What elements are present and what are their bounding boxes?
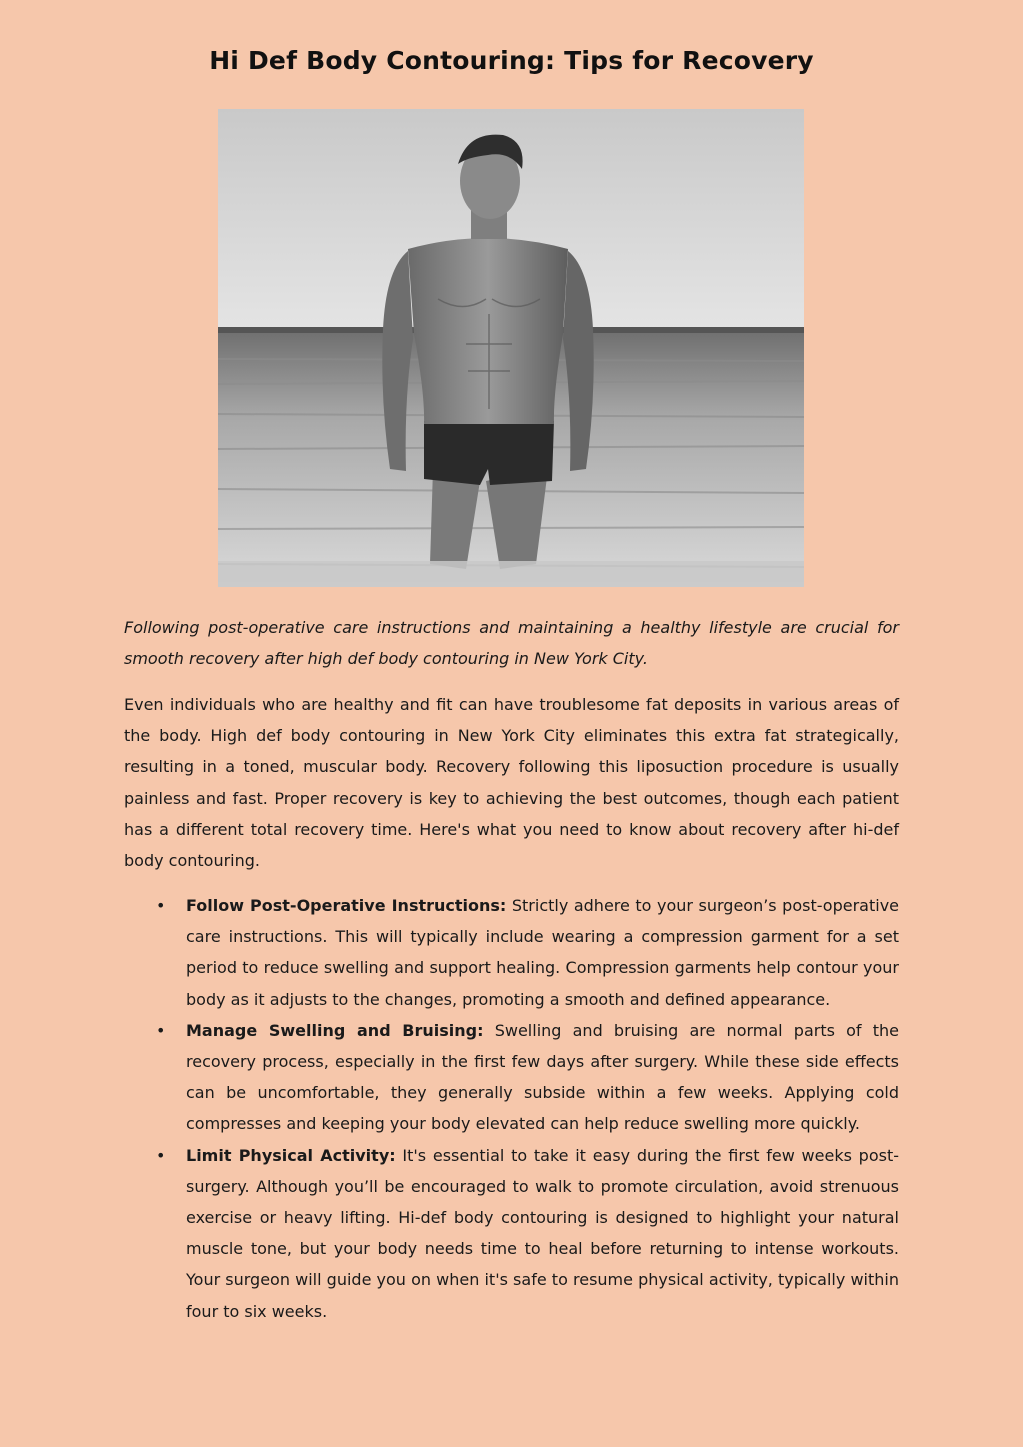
tip-text: Strictly adhere to your surgeon’s post-operative care instructions. This will typically include wearing a compression garment for a set period to reduce swelling and support healing. Compression garments help contour your body as it adjusts to the changes, promoting a smooth and defined appearance. <box>186 896 900 1009</box>
tip-text: Swelling and bruising are normal parts of the recovery process, especially in the first few days after surgery. While these side effects can be uncomfortable, they generally subside within a few weeks. Applying cold compresses and keeping your body elevated can help reduce swelling more quickly. <box>186 1020 899 1134</box>
recovery-tips-list <box>124 890 899 1327</box>
list-item <box>124 1140 899 1327</box>
list-item <box>124 1015 899 1140</box>
hero-photo <box>218 109 804 587</box>
tip-text: It's essential to take it easy during the first few weeks post-surgery. Although you’ll be encouraged to walk to promote circulation, avoid strenuous exercise or heavy lifting. Hi-def body contouring is designed to highlight your natural muscle tone, but your body needs time to heal before returning to intense workouts. Your surgeon will guide you on when it's safe to resume physical activity, typically within four to six weeks. <box>186 1145 899 1321</box>
list-item <box>124 890 899 1015</box>
intro-paragraph: Even individuals who are healthy and fit can have troublesome fat deposits in various areas of the body. High def body contouring in New York City eliminates this extra fat strategically, resulting in a toned, muscular body. Recovery following this liposuction procedure is usually painless and fast. Proper recovery is key to achieving the best outcomes, though each patient has a different total recovery time. Here's what you need to know about recovery after hi-def body contouring. <box>124 695 899 871</box>
tip-heading: Limit Physical Activity: <box>186 1145 396 1165</box>
tip-heading: Manage Swelling and Bruising: <box>186 1020 484 1040</box>
page-title: Hi Def Body Contouring: Tips for Recovery <box>209 46 814 75</box>
bullet-icon: • <box>156 1020 166 1040</box>
bullet-icon: • <box>156 1145 166 1165</box>
bullet-icon: • <box>156 896 166 915</box>
tip-heading: Follow Post-Operative Instructions: <box>186 896 507 915</box>
lead-paragraph: Following post-operative care instructions and maintaining a healthy lifestyle are crucial for smooth recovery after high def body contouring in New York City. <box>124 618 899 669</box>
